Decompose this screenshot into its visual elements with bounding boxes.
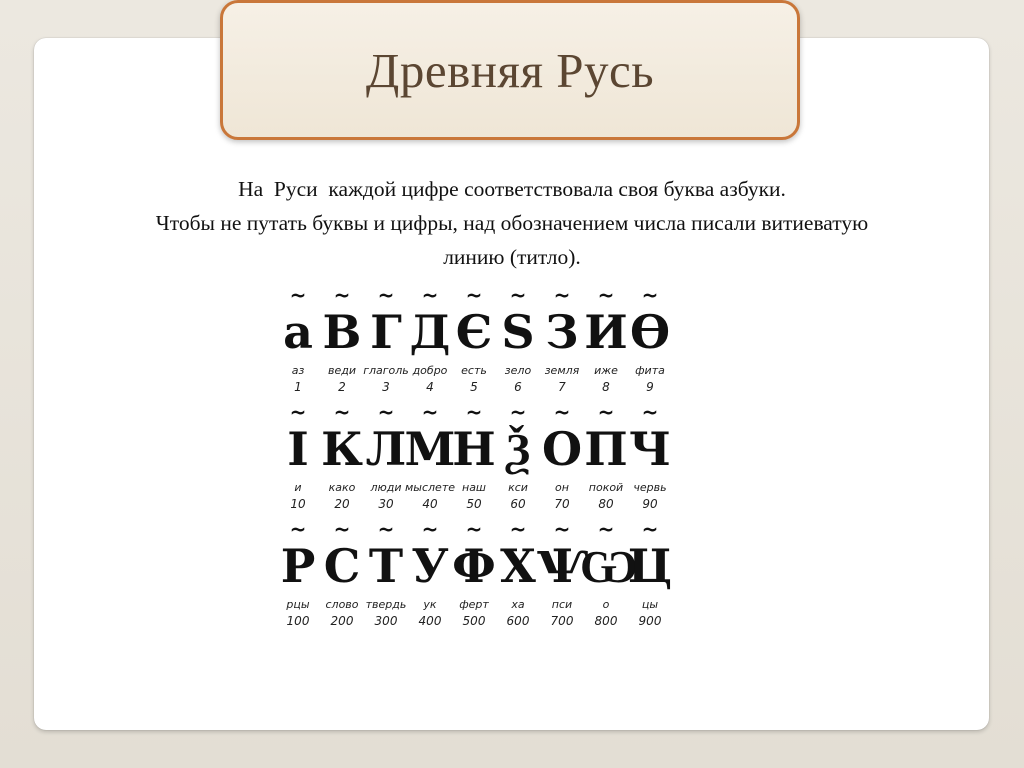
letter-name: како: [328, 481, 356, 494]
numeric-value: 900: [638, 614, 662, 628]
numeric-value: 4: [426, 380, 434, 394]
cyrillic-letter: З: [545, 305, 579, 359]
letter-name: ферт: [459, 598, 489, 611]
titlo-mark: ~: [333, 283, 351, 307]
numeral-cell: [496, 517, 540, 639]
letter-name: добро: [412, 364, 448, 377]
numeric-value: 6: [514, 380, 522, 394]
letter-name: веди: [327, 364, 356, 377]
letter-name: покой: [588, 481, 624, 494]
numeral-cell: [276, 517, 320, 639]
numeral-cell: [452, 283, 496, 405]
cyrillic-letter: В: [322, 305, 362, 359]
cyrillic-letter: Ч: [628, 422, 671, 476]
intro-line-1: На Руси каждой цифре соответствовала своя буква азбуки.: [238, 177, 786, 201]
letter-name: люди: [370, 481, 402, 494]
cyrillic-letter: И: [584, 305, 628, 359]
letter-name: червь: [633, 481, 667, 494]
numeral-cell: [320, 283, 364, 405]
letter-name: иже: [594, 364, 618, 377]
titlo-mark: ~: [465, 283, 483, 307]
titlo-mark: ~: [333, 517, 351, 541]
numeral-cell: [408, 283, 452, 405]
titlo-mark: ~: [421, 517, 439, 541]
numeric-value: 1: [294, 380, 302, 394]
titlo-mark: ~: [509, 283, 527, 307]
cyrillic-letter: Ѕ: [501, 305, 535, 359]
numeric-value: 100: [286, 614, 310, 628]
titlo-mark: ~: [641, 283, 659, 307]
letter-name: аз: [291, 364, 305, 377]
numeric-value: 40: [422, 497, 438, 511]
cyrillic-letter: Г: [370, 305, 402, 359]
letter-name: земля: [544, 364, 580, 377]
letter-name: твердь: [365, 598, 407, 611]
numeric-value: 300: [374, 614, 398, 628]
numeric-value: 30: [378, 497, 394, 511]
titlo-mark: ~: [597, 400, 615, 424]
numeral-cell: [320, 400, 364, 522]
numeral-cell: [404, 400, 456, 522]
numeric-value: 9: [646, 380, 654, 394]
numeral-cell: [496, 283, 540, 405]
numeric-value: 8: [602, 380, 610, 394]
numeric-value: 5: [470, 380, 478, 394]
letter-name: пси: [551, 598, 573, 611]
letter-name: наш: [462, 481, 486, 494]
letter-name: он: [555, 481, 569, 494]
numeral-cell: [628, 400, 672, 522]
cyrillic-letter: Д: [409, 305, 451, 359]
numeric-value: 80: [598, 497, 614, 511]
titlo-mark: ~: [421, 400, 439, 424]
intro-line-2: Чтобы не путать буквы и цифры, над обозначением числа писали витиеватую: [155, 211, 869, 235]
titlo-mark: ~: [465, 517, 483, 541]
numeral-cell: [363, 283, 409, 405]
cyrillic-letter: О: [541, 422, 583, 476]
intro-text: [0, 172, 1024, 274]
letter-name: слово: [325, 598, 359, 611]
numeral-cell: [584, 283, 628, 405]
numeral-cell: [364, 517, 408, 639]
cyrillic-letter: Х: [500, 539, 536, 593]
numeric-value: 10: [290, 497, 306, 511]
cyrillic-letter: М: [404, 422, 456, 476]
titlo-mark: ~: [509, 517, 527, 541]
numeral-cell: [364, 400, 408, 522]
titlo-mark: ~: [377, 400, 395, 424]
numeral-cell: [276, 283, 320, 405]
cyrillic-letter: Ѳ: [629, 305, 671, 359]
cyrillic-letter: К: [321, 422, 363, 476]
cyrillic-letter: І: [287, 422, 309, 476]
numeral-cell: [580, 517, 638, 639]
numeric-value: 600: [506, 614, 530, 628]
letter-name: цы: [641, 598, 659, 611]
numeric-value: 20: [334, 497, 350, 511]
titlo-mark: ~: [553, 283, 571, 307]
cyrillic-letter: Л: [365, 422, 407, 476]
letter-name: глаголь: [363, 364, 409, 377]
letter-name: кси: [508, 481, 528, 494]
numeral-row: [276, 283, 672, 405]
cyrillic-letter: Є: [455, 305, 493, 359]
cyrillic-letter: Ѱ: [536, 539, 588, 593]
cyrillic-letter: П: [584, 422, 628, 476]
letter-name: зело: [504, 364, 532, 377]
letter-name: мыслете: [404, 481, 455, 494]
numeric-value: 50: [466, 497, 482, 511]
titlo-mark: ~: [641, 517, 659, 541]
numeric-value: 400: [418, 614, 442, 628]
titlo-mark: ~: [289, 400, 307, 424]
titlo-mark: ~: [553, 517, 571, 541]
numeric-value: 70: [554, 497, 570, 511]
letter-name: ха: [511, 598, 525, 611]
titlo-mark: ~: [289, 283, 307, 307]
numeral-cell: [540, 400, 584, 522]
cyrillic-letter: Р: [280, 539, 316, 593]
slide-title: Древняя Русь: [365, 42, 655, 98]
numeral-cell: [584, 400, 628, 522]
numeric-value: 700: [550, 614, 574, 628]
numeral-cell: [540, 283, 584, 405]
cyrillic-letter: Ѡ: [580, 539, 638, 593]
numeral-cell: [627, 517, 673, 639]
numeric-value: 500: [462, 614, 486, 628]
letter-name: есть: [461, 364, 487, 377]
letter-name: о: [602, 598, 610, 611]
numeral-row: [276, 517, 673, 639]
numeric-value: 2: [338, 380, 346, 394]
titlo-mark: ~: [553, 400, 571, 424]
numeral-cell: [536, 517, 588, 639]
titlo-mark: ~: [377, 283, 395, 307]
letter-name: рцы: [286, 598, 310, 611]
titlo-mark: ~: [465, 400, 483, 424]
cyrillic-letter: Н: [452, 422, 496, 476]
letter-name: ук: [423, 598, 437, 611]
cyrillic-letter: Т: [368, 539, 404, 593]
numeric-value: 60: [510, 497, 526, 511]
cyrillic-letter: Ѯ: [505, 422, 531, 476]
cyrillic-letter: У: [411, 539, 449, 593]
titlo-mark: ~: [509, 400, 527, 424]
titlo-mark: ~: [333, 400, 351, 424]
numeral-cell: [452, 400, 496, 522]
titlo-mark: ~: [421, 283, 439, 307]
numeral-cell: [452, 517, 496, 639]
numeral-cell: [496, 400, 540, 522]
title-box: [220, 0, 800, 140]
numeral-row: [276, 400, 672, 522]
numeral-letter-table: [276, 283, 673, 639]
numeral-cell: [408, 517, 452, 639]
numeral-cell: [628, 283, 672, 405]
letter-name: и: [294, 481, 302, 494]
titlo-mark: ~: [597, 283, 615, 307]
cyrillic-letter: Ф: [452, 539, 496, 593]
numeric-value: 7: [558, 380, 566, 394]
titlo-mark: ~: [597, 517, 615, 541]
numeric-value: 3: [382, 380, 390, 394]
numeral-cell: [320, 517, 364, 639]
numeric-value: 200: [330, 614, 354, 628]
cyrillic-letter: С: [323, 539, 361, 593]
cyrillic-letter: а: [283, 305, 313, 359]
cyrillic-letter: Ц: [627, 539, 673, 593]
letter-name: фита: [635, 364, 665, 377]
numeric-value: 800: [594, 614, 618, 628]
numeral-cell: [276, 400, 320, 522]
titlo-mark: ~: [641, 400, 659, 424]
intro-line-3: линию (титло).: [443, 245, 581, 269]
numeric-value: 90: [642, 497, 658, 511]
titlo-mark: ~: [289, 517, 307, 541]
titlo-mark: ~: [377, 517, 395, 541]
